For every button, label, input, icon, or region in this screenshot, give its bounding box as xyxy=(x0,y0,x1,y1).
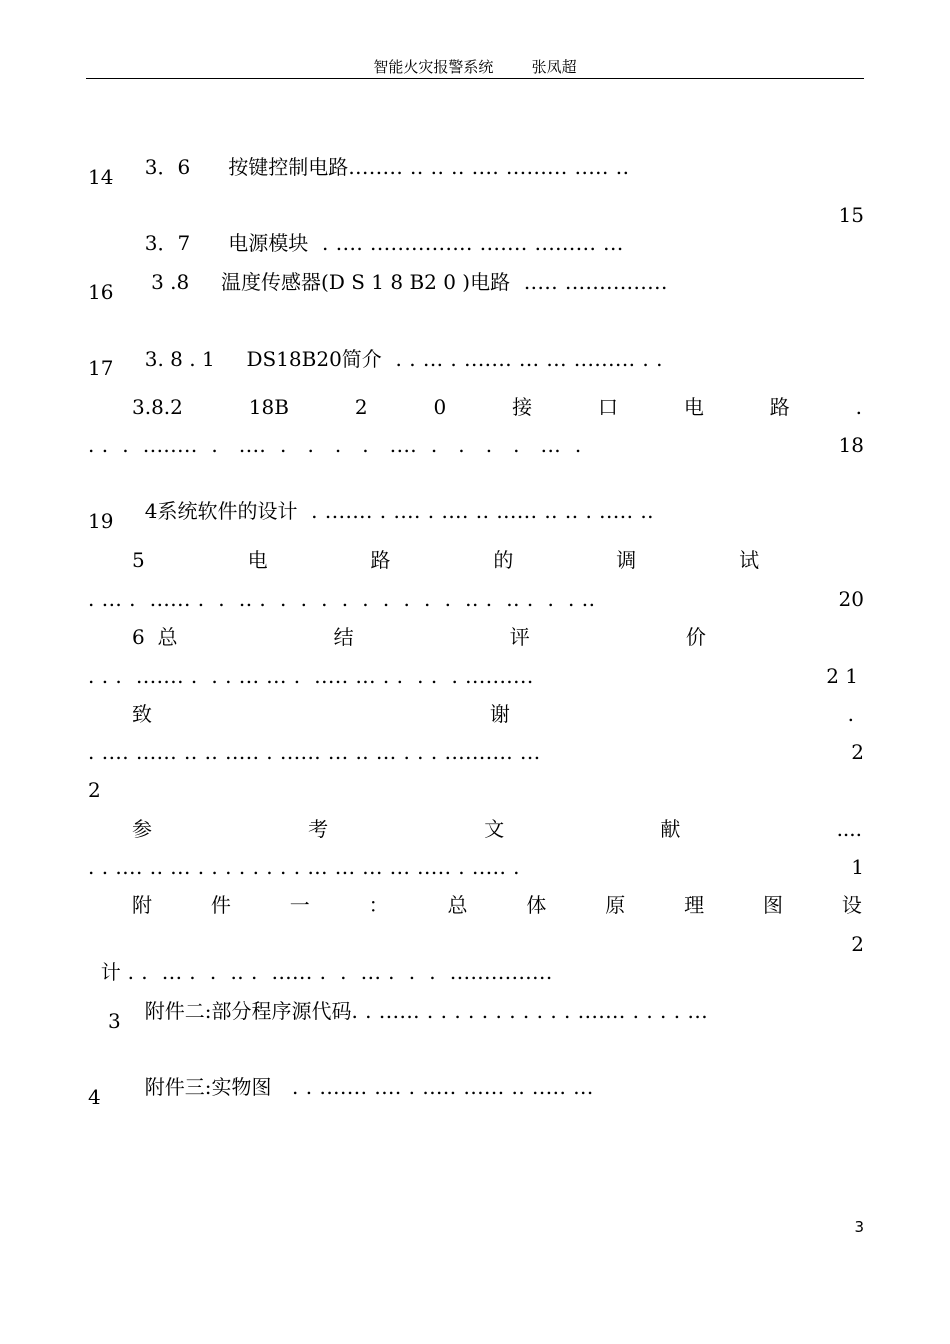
toc-word: 路 xyxy=(370,548,391,572)
toc-label: 3 .8 温度传感器(D S 1 8 B2 0 )电路 xyxy=(144,270,511,294)
toc-entry-3-8-2[interactable] xyxy=(132,393,862,421)
toc-label: 3．6 按键控制电路 xyxy=(144,155,349,179)
toc-word: 文 xyxy=(484,817,505,841)
toc-leader: . . ....... .... . ..... ...... .. ..... ... xyxy=(271,1075,594,1099)
toc-leader: . . ... . . .. . ...... . . ... . . . ............... xyxy=(120,960,553,984)
toc-entry-appendix-1[interactable] xyxy=(132,891,862,919)
toc-leader: ..... ............... xyxy=(510,270,668,294)
toc-label: 4系统软件的设计 xyxy=(144,499,298,523)
toc-leader: . .... ...... .. .. ..... . ...... ... .. ... . . . .......... ... xyxy=(88,740,541,764)
toc-entry-acknowledgements[interactable] xyxy=(132,700,854,728)
toc-label: 附件三:实物图 xyxy=(144,1075,272,1099)
toc-word: 考 xyxy=(308,817,329,841)
page-header: 智能火灾报警系统 张凤超 xyxy=(86,56,864,79)
toc-word: 理 xyxy=(684,893,705,917)
toc-word: 谢 xyxy=(489,702,510,726)
toc-leader: . . . ....... . . . ... ... . ..... ... . . . . . .......... xyxy=(88,664,534,688)
toc-word: 评 xyxy=(509,625,530,649)
toc-word: 6 总 xyxy=(132,625,178,649)
toc-word: 调 xyxy=(616,548,637,572)
toc-word: 计 xyxy=(100,960,121,984)
toc-leader: ........ .. .. .. .... ......... ..... .. xyxy=(348,155,630,179)
toc-word: ： xyxy=(368,893,389,917)
toc-page-number: 4 xyxy=(88,1085,101,1109)
toc-word: 设 xyxy=(841,893,862,917)
toc-entry-4[interactable] xyxy=(132,469,655,523)
toc-page-number: 2 1 xyxy=(826,664,858,688)
toc-word: 2 xyxy=(354,395,368,419)
toc-word: 18B xyxy=(248,395,289,419)
toc-leader: . . ... . ....... ... ... ......... . . xyxy=(381,347,663,371)
toc-word: 件 xyxy=(210,893,231,917)
toc-word: 结 xyxy=(333,625,354,649)
toc-page-number: 2 xyxy=(851,932,864,956)
toc-word: 总 xyxy=(447,893,468,917)
toc-leader: . . ...... . . . . . . . . . . . ....... . . . . ... xyxy=(351,999,709,1023)
toc-entry-appendix-3[interactable] xyxy=(132,1045,594,1099)
toc-page-number: 3 xyxy=(108,1009,121,1033)
toc-label: 3．7 电源模块 xyxy=(144,231,309,255)
toc-leader: . ... . ...... . . .. . . . . . . . . . . .. . .. . . . .. xyxy=(88,587,596,611)
toc-page-number: 20 xyxy=(838,587,864,611)
toc-entry-3-7[interactable] xyxy=(132,201,624,255)
toc-word: 一 xyxy=(289,893,310,917)
toc-word: .... xyxy=(836,817,862,841)
toc-page-number: 1 xyxy=(851,855,864,879)
toc-leader: . .... ............... ....... ......... ... xyxy=(308,231,624,255)
toc-entry-appendix-2[interactable] xyxy=(132,969,709,1023)
toc-label: 附件二:部分程序源代码 xyxy=(144,999,352,1023)
toc-page-number-continued: 2 xyxy=(88,778,101,802)
toc-word: 原 xyxy=(605,893,626,917)
toc-word: . xyxy=(847,702,854,726)
toc-word: 参 xyxy=(132,817,152,841)
toc-word: 价 xyxy=(685,625,706,649)
toc-word: 电 xyxy=(247,548,268,572)
toc-word: 口 xyxy=(597,395,618,419)
toc-leader: . ....... . .... . .... .. ...... .. .. . ..... .. xyxy=(297,499,655,523)
toc-leader: . . . ........ . .... . . . . .... . . . . ... . xyxy=(88,433,582,457)
toc-entry-3-8-1[interactable] xyxy=(132,317,663,371)
toc-word: 致 xyxy=(132,702,152,726)
toc-word: 试 xyxy=(739,548,760,572)
toc-word: 电 xyxy=(683,395,704,419)
toc-word: 0 xyxy=(433,395,447,419)
toc-label: 3. 8 . 1 DS18B20简介 xyxy=(144,347,382,371)
toc-entry-appendix-1-cont xyxy=(88,930,553,984)
toc-page-number: 15 xyxy=(838,203,864,227)
toc-entry-references[interactable] xyxy=(132,815,862,843)
toc-entry-6[interactable] xyxy=(132,623,862,651)
toc-page-number: 2 xyxy=(851,740,864,764)
toc-word: 3.8.2 xyxy=(132,395,183,419)
toc-word: 路 xyxy=(769,395,790,419)
toc-entry-5[interactable] xyxy=(132,546,862,574)
toc-word: 5 xyxy=(132,548,145,572)
page-number: 3 xyxy=(854,1218,864,1236)
toc-word: . xyxy=(855,395,862,419)
toc-word: 献 xyxy=(660,817,681,841)
toc-entry-3-8[interactable] xyxy=(132,240,668,294)
toc-entry-3-6[interactable] xyxy=(132,125,630,179)
toc-word: 接 xyxy=(512,395,533,419)
toc-page-number: 18 xyxy=(838,433,864,457)
toc-page-number: 19 xyxy=(88,509,114,533)
toc-page-number: 17 xyxy=(88,356,114,380)
toc-word: 图 xyxy=(763,893,783,917)
toc-leader: . . .... .. ... . . . . . . . . ... ... ... ... ..... . ..... . xyxy=(88,855,521,879)
toc-word: 体 xyxy=(526,893,547,917)
toc-word: 附 xyxy=(132,893,152,917)
toc-word: 的 xyxy=(493,548,514,572)
toc-page-number: 14 xyxy=(88,165,114,189)
toc-page-number: 16 xyxy=(88,280,114,304)
